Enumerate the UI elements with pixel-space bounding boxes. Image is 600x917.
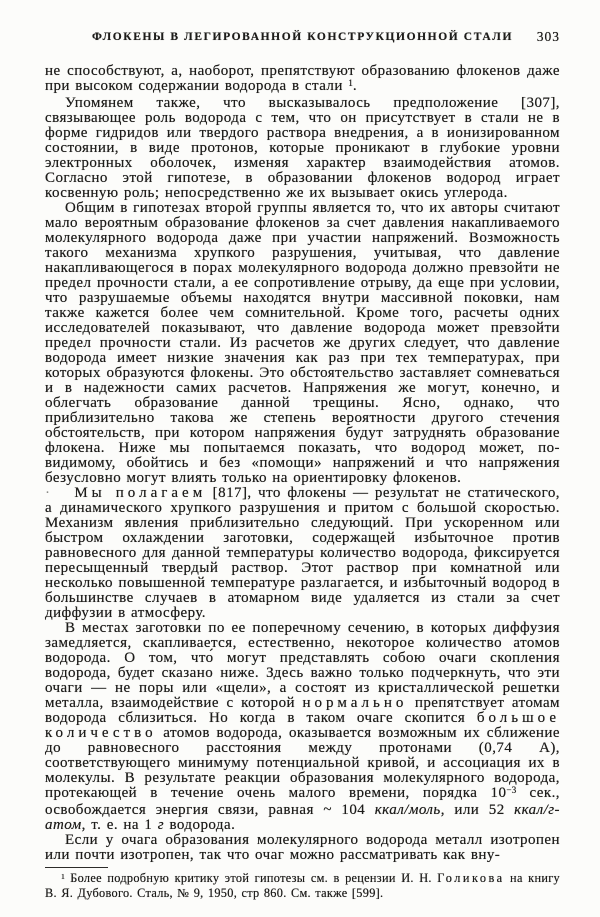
spaced-emphasis: Мы полагаем — [74, 485, 207, 501]
text-run: Упомянем также, что высказывалось предположение [307], связывающее роль водорода с тем, что он присутствует в стали не в форме гидридов или твердого раствора внедрения, а в ионизированном состоянии, в виде протонов, которые проникают в глубокие уровни электронных оболочек, изменяя характер взаимодействия атомов. Согласно этой гипотезе, в образовании флокенов водород играет косвенную роль; непосредственно же их вызывает окись углерода. — [45, 95, 560, 201]
italic-term: ккал/моль — [374, 802, 441, 818]
print-artifact-dot: · — [45, 485, 51, 501]
text-run: не способствуют, а, наоборот, препятствуют образованию флокенов даже при высоком содержании водорода в стали — [45, 63, 560, 94]
text-run — [50, 485, 74, 501]
paragraph — [45, 833, 560, 863]
body-text — [45, 64, 560, 863]
spaced-emphasis: нормально — [302, 695, 408, 711]
text-run: , т. е. на 1 — [81, 817, 158, 833]
text-run: [817], что флокены — результат не статического, а динамического хрупкого разрушения и притом с большой скоростью. Механизм явления приблизительно следующий. При ускоренном или быстром охлаждении заготовки, содержащей избыточное против равновесного для данной температуры количество водорода, фиксируется пересыщенный твердый раствор. Этот раствор при комнатной или несколько повышенной температуре разлагается, и избыточный водород в большинстве случаев в атомарном виде удаляется из стали за счет диффузии в атмосферу. — [45, 485, 560, 621]
italic-term: г — [157, 817, 165, 833]
text-run: , или 52 — [440, 802, 515, 818]
text-run: на книгу В. Я. Дубового. Сталь, № 9, 1950, стр 860. См. также [599]. — [45, 871, 560, 900]
text-run: водорода. — [164, 817, 236, 833]
text-run: Более подробную критику этой гипотезы см. в рецензии И. Н. — [64, 871, 438, 885]
text-run: Если у очага образования молекулярного водорода металл изотропен или почти изотропен, так что очаг можно рассматривать как вну- — [45, 832, 560, 863]
chapter-title: ФЛОКЕНЫ В ЛЕГИРОВАННОЙ КОНСТРУКЦИОННОЙ СТАЛИ — [91, 31, 514, 43]
superscript-mark: 1 — [348, 78, 353, 89]
paragraph — [45, 201, 560, 486]
text-run: . — [352, 78, 358, 94]
text-run: В местах заготовки по ее поперечному сечению, в которых диффузия замедляется, скапливается, естественно, некоторое количество атомов водорода. О том, что́ могут представлять собою очаги скопления водорода, будет сказано ниже. Здесь важно только подчеркнуть, что эти очаги — не поры или «щели», а состоят из кристаллической решетки металла, взаимодействие с которой — [45, 620, 560, 711]
text-run: препятствует атомам водорода сблизиться. Но когда в таком очаге скопится — [45, 695, 561, 726]
paragraph — [45, 64, 560, 96]
paragraph — [45, 96, 560, 201]
text-run: сек., освобождается энергия связи, равная ~ 104 — [45, 785, 560, 818]
superscript-mark: −3 — [506, 785, 517, 796]
page-number: 303 — [536, 29, 560, 44]
footnote — [45, 872, 560, 900]
paragraph — [45, 486, 560, 621]
italic-term: ккал/г-атом — [45, 802, 560, 833]
running-header — [45, 30, 560, 44]
text-run: атомов водорода, оказывается возможным их сближение до равновесного расстояния между протонами (0,74 А), соответствующего минимуму потенциальной кривой, и ассоциация их в молекулы. В результате реакции образования молекулярного водорода, протекающей в течение очень малого времени, порядка 10 — [45, 725, 560, 801]
footnote-rule — [45, 867, 108, 868]
paragraph — [45, 621, 560, 833]
spaced-emphasis: Голикова — [437, 871, 505, 885]
text-run: Общим в гипотезах второй группы является то, что их авторы считают мало вероятным образование флокенов за счет давления накапливаемого молекулярного водорода даже при участии напряжений. Возможность такого механизма хрупкого разрушения, учитывая, что давление накапливающегося в порах молекулярного водорода должно превзойти не предел прочности стали, а ее сопротивление отрыву, да еще при условии, что разрушаемые объемы находятся внутри массивной поковки, нам также кажется более чем сомнительной. Кроме того, расчеты одних исследователей показывают, что давление водорода может превзойти предел прочности стали. Из расчетов же других следует, что давление водорода имеет низкие значения как раз при тех температурах, при которых образуются флокены. Это обстоятельство заставляет сомневаться и в надежности самих расчетов. Напряжения же могут, конечно, и облегчать образование данной трещины. Ясно, однако, что приблизительно такова же степень вероятности другого стечения обстоятельств, при котором напряжения будут затруднять образование флокена. Ниже мы попытаемся показать, что водород может, по-видимому, обойтись и без «помощи» напряжений и что напряжения безусловно могут влиять только на ориентировку флокенов. — [45, 200, 560, 486]
superscript-mark: 1 — [61, 871, 65, 881]
spaced-emphasis: большое количество — [45, 710, 560, 741]
